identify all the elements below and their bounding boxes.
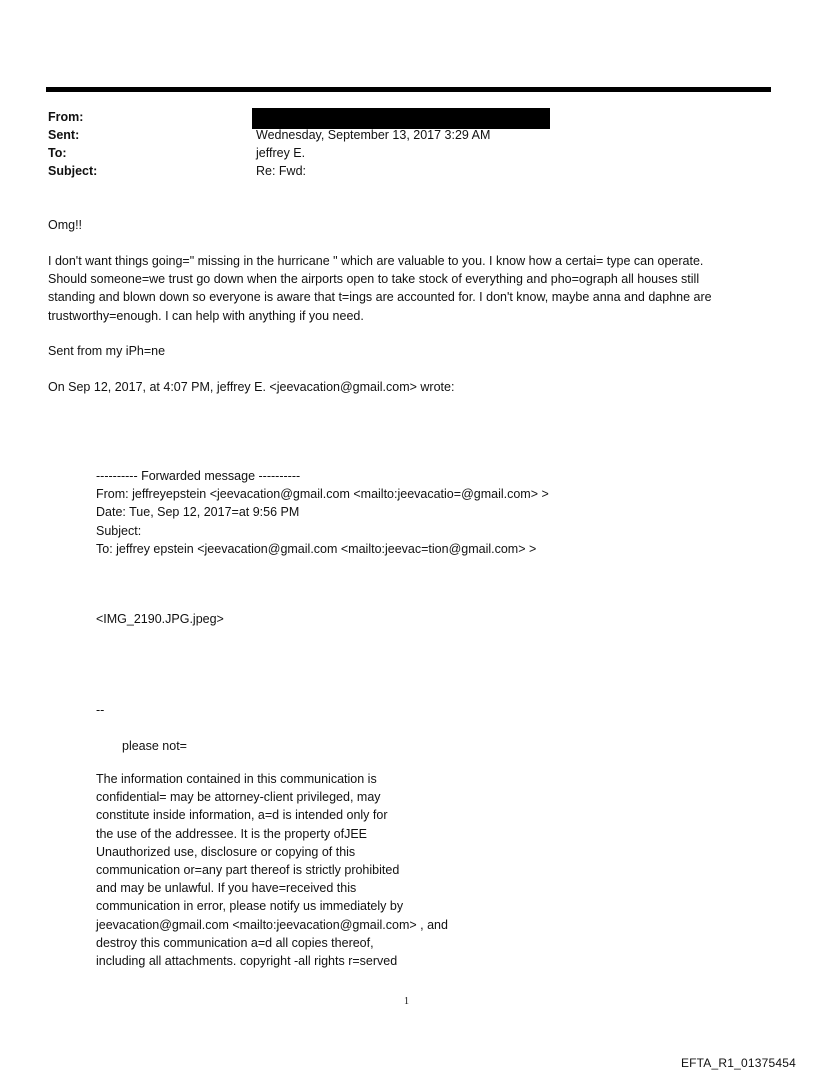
body-line: I don't want things going=" missing in the hurricane " which are valuable to you. I know how a certai= type can operate. <box>48 254 704 268</box>
greeting: Omg!! <box>48 218 83 232</box>
to-label: To: <box>48 146 67 160</box>
disclaimer-line: confidential= may be attorney-client privileged, may <box>96 790 381 805</box>
redacted-sender <box>252 108 550 129</box>
disclaimer-line: communication in error, please notify us immediately by <box>96 899 404 914</box>
disclaimer-line: communication or=any part thereof is strictly prohibited <box>96 863 400 878</box>
forward-subject: Subject: <box>96 523 142 538</box>
forward-separator: ---------- Forwarded message ---------- <box>96 469 301 483</box>
page-number: 1 <box>404 996 409 1007</box>
disclaimer-line: constitute inside information, a=d is intended only for <box>96 808 388 823</box>
disclaimer-line: Unauthorized use, disclosure or copying of this <box>96 844 356 859</box>
disclaimer-line: including all attachments. copyright -all rights r=served <box>96 954 398 969</box>
disclaimer-line: and may be unlawful. If you have=received this <box>96 881 357 896</box>
disclaimer-line: the use of the addressee. It is the property ofJEE <box>96 826 367 841</box>
forward-date: Date: Tue, Sep 12, 2017=at 9:56 PM <box>96 505 300 520</box>
to-value: jeffrey E. <box>256 146 306 160</box>
from-label: From: <box>48 110 84 124</box>
body-line: standing and blown down so everyone is aware that t=ings are accounted for. I don't know, maybe anna and daphne are <box>48 290 712 305</box>
body-line: trustworthy=enough. I can help with anything if you need. <box>48 308 364 323</box>
disclaimer-line: The information contained in this communication is <box>96 772 377 786</box>
forward-from: From: jeffreyepstein <jeevacation@gmail.com <mailto:jeevacatio=@gmail.com> > <box>96 487 549 502</box>
disclaimer-line: destroy this communication a=d all copies thereof, <box>96 935 374 950</box>
signature: Sent from my iPh=ne <box>48 344 166 358</box>
header-rule <box>46 87 771 92</box>
forward-to: To: jeffrey epstein <jeevacation@gmail.com <mailto:jeevac=tion@gmail.com> > <box>96 541 537 556</box>
subject-label: Subject: <box>48 164 98 178</box>
signature-delimiter: -- <box>96 703 105 717</box>
attachment-name: <IMG_2190.JPG.jpeg> <box>96 612 224 626</box>
forwarded-header <box>96 467 549 558</box>
sent-label: Sent: <box>48 128 80 142</box>
please-note: please not= <box>122 739 187 753</box>
disclaimer-line: jeevacation@gmail.com <mailto:jeevacation@gmail.com> , and <box>96 917 448 932</box>
body-line: Should someone=we trust go down when the airports open to take stock of everything and pho=ograph all houses still <box>48 272 700 287</box>
body-paragraph <box>48 252 773 325</box>
disclaimer <box>96 770 448 970</box>
subject-value: Re: Fwd: <box>256 164 307 178</box>
sent-value: Wednesday, September 13, 2017 3:29 AM <box>256 128 491 142</box>
bates-number: EFTA_R1_01375454 <box>680 1056 796 1070</box>
quote-intro: On Sep 12, 2017, at 4:07 PM, jeffrey E. <jeevacation@gmail.com> wrote: <box>48 380 455 394</box>
